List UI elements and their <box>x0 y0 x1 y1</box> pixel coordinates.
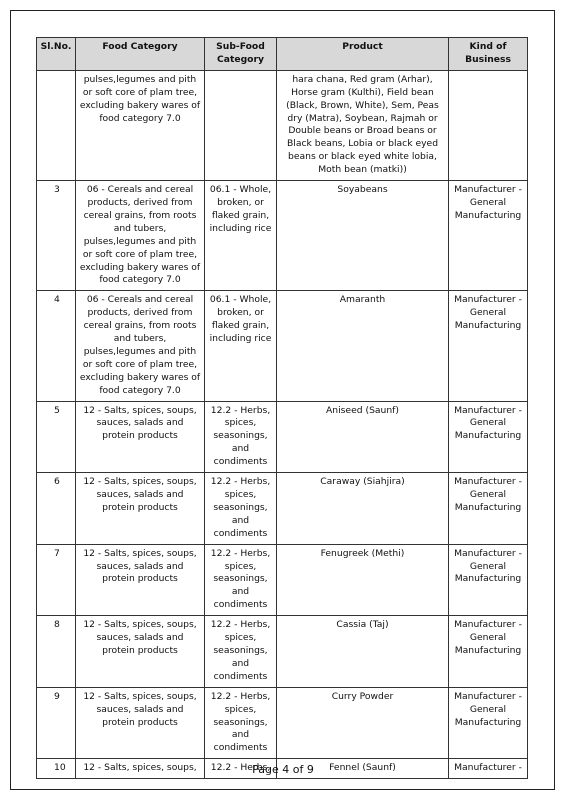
cell-product: Aniseed (Saunf) <box>277 401 449 473</box>
cell-sub-food-category: 06.1 - Whole, broken, or flaked grain, including rice <box>205 181 277 291</box>
header-product: Product <box>277 38 449 71</box>
cell-kind-of-business: Manufacturer - General Manufacturing <box>449 687 528 759</box>
cell-product: Fennel (Saunf) <box>277 759 449 779</box>
cell-food-category: 12 - Salts, spices, soups, sauces, salads and protein products <box>76 401 205 473</box>
table-row <box>37 291 528 401</box>
table-row-continuation <box>37 70 528 180</box>
cell-food-category: 12 - Salts, spices, soups, <box>76 759 205 779</box>
cell-sl: 10 <box>37 759 76 779</box>
cell-kind-of-business: Manufacturer - General Manufacturing <box>449 291 528 401</box>
cell-food-category: 12 - Salts, spices, soups, sauces, salads and protein products <box>76 616 205 688</box>
cell-food-category: pulses,legumes and pith or soft core of plam tree, excluding bakery wares of food category 7.0 <box>76 70 205 180</box>
cell-sl: 7 <box>37 544 76 616</box>
header-food-category: Food Category <box>76 38 205 71</box>
cell-sl: 4 <box>37 291 76 401</box>
cell-sub-food-category: 12.2 - Herbs, spices, seasonings, and condiments <box>205 544 277 616</box>
header-kind-of-business: Kind of Business <box>449 38 528 71</box>
header-sub-food-category: Sub-Food Category <box>205 38 277 71</box>
cell-kind-of-business <box>449 70 528 180</box>
cell-sub-food-category: 12.2 - Herbs, spices, seasonings, and condiments <box>205 616 277 688</box>
cell-sl <box>37 70 76 180</box>
cell-kind-of-business: Manufacturer - General Manufacturing <box>449 473 528 545</box>
cell-product: Fenugreek (Methi) <box>277 544 449 616</box>
cell-sub-food-category: 12.2 - Herbs, spices, seasonings, and condiments <box>205 687 277 759</box>
table-row <box>37 181 528 291</box>
cell-sub-food-category: 12.2 - Herbs, spices, seasonings, and condiments <box>205 473 277 545</box>
food-category-table <box>36 37 528 779</box>
cell-food-category: 12 - Salts, spices, soups, sauces, salads and protein products <box>76 473 205 545</box>
cell-sub-food-category <box>205 70 277 180</box>
cell-sl: 9 <box>37 687 76 759</box>
table-row <box>37 687 528 759</box>
cell-sl: 3 <box>37 181 76 291</box>
cell-sl: 6 <box>37 473 76 545</box>
cell-sl: 8 <box>37 616 76 688</box>
cell-product: Curry Powder <box>277 687 449 759</box>
cell-kind-of-business: Manufacturer - General Manufacturing <box>449 544 528 616</box>
cell-kind-of-business: Manufacturer - <box>449 759 528 779</box>
cell-product: Soyabeans <box>277 181 449 291</box>
table-row <box>37 616 528 688</box>
cell-product: hara chana, Red gram (Arhar), Horse gram (Kulthi), Field bean (Black, Brown, White), Sem, Peas dry (Matra), Soybean, Rajmah or Double beans or Broad beans or Black beans, Lobia or black eyed beans or black eyed white lobia, Moth bean (matki)) <box>277 70 449 180</box>
page-number: Page 4 of 9 <box>252 763 314 776</box>
header-sl-no: Sl.No. <box>37 38 76 71</box>
cell-product: Cassia (Taj) <box>277 616 449 688</box>
cell-food-category: 06 - Cereals and cereal products, derived from cereal grains, from roots and tubers, pulses,legumes and pith or soft core of plam tree, excluding bakery wares of food category 7.0 <box>76 181 205 291</box>
table-row <box>37 401 528 473</box>
cell-food-category: 12 - Salts, spices, soups, sauces, salads and protein products <box>76 544 205 616</box>
cell-sl: 5 <box>37 401 76 473</box>
table-header-row <box>37 38 528 71</box>
cell-kind-of-business: Manufacturer - General Manufacturing <box>449 616 528 688</box>
cell-product: Amaranth <box>277 291 449 401</box>
cell-food-category: 12 - Salts, spices, soups, sauces, salads and protein products <box>76 687 205 759</box>
cell-product: Caraway (Siahjira) <box>277 473 449 545</box>
cell-sub-food-category: 12.2 - Herbs, spices, seasonings, and condiments <box>205 401 277 473</box>
table-row <box>37 473 528 545</box>
cell-sub-food-category: 06.1 - Whole, broken, or flaked grain, including rice <box>205 291 277 401</box>
cell-kind-of-business: Manufacturer - General Manufacturing <box>449 401 528 473</box>
cell-kind-of-business: Manufacturer - General Manufacturing <box>449 181 528 291</box>
table-row <box>37 544 528 616</box>
cell-sub-food-category: 12.2 - Herbs, <box>205 759 277 779</box>
cell-food-category: 06 - Cereals and cereal products, derived from cereal grains, from roots and tubers, pulses,legumes and pith or soft core of plam tree, excluding bakery wares of food category 7.0 <box>76 291 205 401</box>
